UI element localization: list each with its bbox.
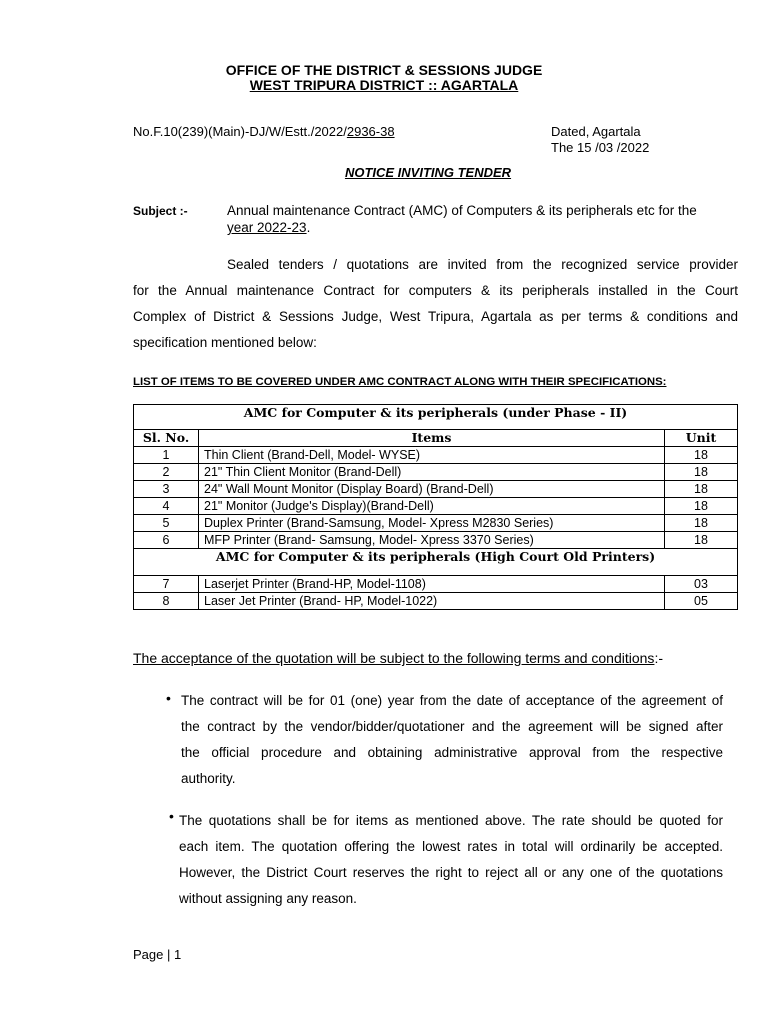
row-unit: 18 — [665, 464, 738, 481]
row-unit: 18 — [665, 532, 738, 549]
notice-title: NOTICE INVITING TENDER — [344, 165, 512, 180]
term-1-line: authority. — [181, 771, 236, 786]
row-item: Duplex Printer (Brand-Samsung, Model- Xpress M2830 Series) — [199, 515, 665, 532]
table-row — [134, 576, 738, 593]
district-title: WEST TRIPURA DISTRICT :: AGARTALA — [249, 77, 519, 93]
table-subtitle: AMC for Computer & its peripherals (High Court Old Printers) — [134, 549, 738, 576]
subject-line-1: Annual maintenance Contract (AMC) of Computers & its peripherals etc for the — [227, 203, 697, 218]
term-2-line: However, the District Court reserves the right to reject all or any one of the quotations — [179, 865, 723, 880]
dated-date: The 15 /03 /2022 — [551, 140, 650, 155]
row-unit: 18 — [665, 515, 738, 532]
row-item: Laserjet Printer (Brand-HP, Model-1108) — [199, 576, 665, 593]
amc-items-table — [133, 404, 738, 610]
table-row — [134, 593, 738, 610]
row-sl-no: 3 — [134, 481, 199, 498]
table-row — [134, 515, 738, 532]
header-items: Items — [199, 430, 665, 447]
table-row — [134, 481, 738, 498]
row-sl-no: 2 — [134, 464, 199, 481]
row-item: 21" Thin Client Monitor (Brand-Dell) — [199, 464, 665, 481]
terms-heading-text: The acceptance of the quotation will be subject to the following terms and conditions — [133, 650, 655, 666]
table-row — [134, 464, 738, 481]
row-unit: 03 — [665, 576, 738, 593]
table-row — [134, 498, 738, 515]
row-sl-no: 8 — [134, 593, 199, 610]
row-item: 21" Monitor (Judge's Display)(Brand-Dell) — [199, 498, 665, 515]
row-sl-no: 1 — [134, 447, 199, 464]
term-2-line: The quotations shall be for items as mentioned above. The rate should be quoted for — [179, 813, 723, 828]
page-number: Page | 1 — [133, 947, 182, 962]
reference-number — [133, 124, 409, 140]
header-sl-no: Sl. No. — [134, 430, 199, 447]
term-1-line: The contract will be for 01 (one) year from the date of acceptance of the agreement of — [181, 693, 723, 708]
term-1-line: the contract by the vendor/bidder/quotationer and the agreement will be signed after — [181, 719, 723, 734]
intro-line-3: Complex of District & Sessions Judge, West Tripura, Agartala as per terms & conditions and — [133, 309, 738, 324]
row-item: Laser Jet Printer (Brand- HP, Model-1022) — [199, 593, 665, 610]
term-2-line: each item. The quotation offering the lowest rates in total will ordinarily be accepted. — [179, 839, 723, 854]
term-2-line: without assigning any reason. — [179, 891, 357, 906]
row-unit: 18 — [665, 481, 738, 498]
table-row — [134, 447, 738, 464]
row-item: MFP Printer (Brand- Samsung, Model- Xpress 3370 Series) — [199, 532, 665, 549]
intro-line-1: Sealed tenders / quotations are invited from the recognized service provider — [227, 257, 738, 272]
table-row — [134, 532, 738, 549]
row-item: Thin Client (Brand-Dell, Model- WYSE) — [199, 447, 665, 464]
bullet-icon: • — [166, 690, 171, 706]
reference-suffix: 2936-38 — [346, 124, 395, 139]
row-unit: 18 — [665, 447, 738, 464]
reference-prefix: No.F.10(239)(Main)-DJ/W/Estt./2022/ — [133, 124, 347, 139]
row-item: 24" Wall Mount Monitor (Display Board) (Brand-Dell) — [199, 481, 665, 498]
intro-line-4: specification mentioned below: — [133, 335, 317, 350]
subject-year: year 2022-23 — [227, 220, 307, 235]
row-sl-no: 5 — [134, 515, 199, 532]
table-title: AMC for Computer & its peripherals (under Phase - II) — [134, 405, 738, 430]
header-unit: Unit — [665, 430, 738, 447]
row-sl-no: 6 — [134, 532, 199, 549]
subject-period: . — [306, 220, 311, 235]
subject-line-2 — [227, 220, 310, 236]
row-unit: 05 — [665, 593, 738, 610]
list-heading: LIST OF ITEMS TO BE COVERED UNDER AMC CONTRACT ALONG WITH THEIR SPECIFICATIONS: — [133, 376, 667, 388]
term-2 — [179, 808, 723, 912]
term-1-line: the official procedure and obtaining administrative approval from the respective — [181, 745, 723, 760]
terms-heading — [133, 650, 663, 666]
term-1 — [181, 688, 723, 792]
office-title: OFFICE OF THE DISTRICT & SESSIONS JUDGE — [225, 62, 543, 78]
row-sl-no: 4 — [134, 498, 199, 515]
dated-place: Dated, Agartala — [551, 124, 641, 139]
intro-line-2: for the Annual maintenance Contract for computers & its peripherals installed in the Court — [133, 283, 738, 298]
bullet-icon: • — [169, 808, 174, 824]
terms-heading-end: :- — [654, 650, 663, 666]
row-sl-no: 7 — [134, 576, 199, 593]
row-unit: 18 — [665, 498, 738, 515]
subject-label: Subject :- — [133, 204, 188, 218]
